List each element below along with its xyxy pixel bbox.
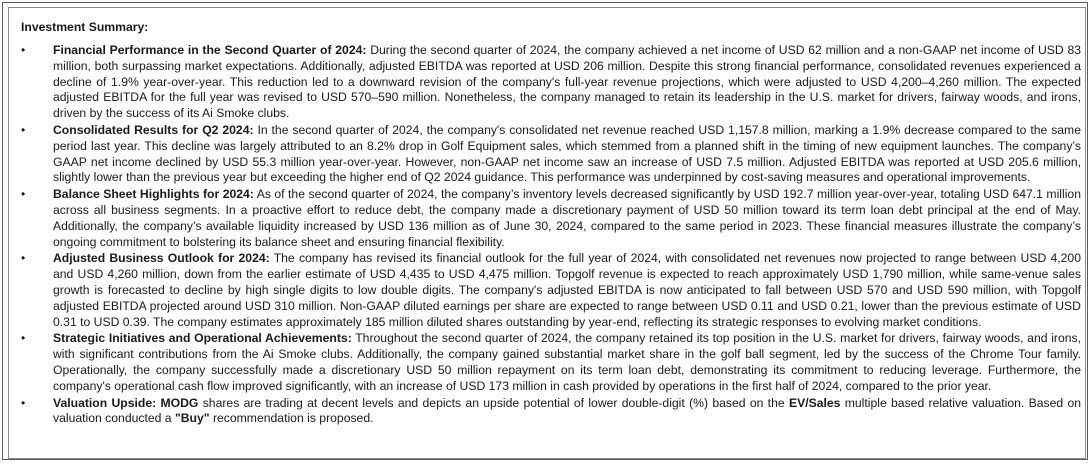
bullet-dot-icon: • xyxy=(21,251,26,266)
summary-outer-frame xyxy=(2,2,1088,460)
bullet-dot-icon: • xyxy=(21,187,26,202)
bullet-text: The company has revised its financial outlook for the full year of 2024, with consolidated net revenues now projected to range between USD 4,200 and USD 4,260 million, down from the earlier estimate of USD 4,435 to USD 4,475 million. Topgolf revenue is expected to reach approximately USD 1,790 million, while same-venue sales growth is forecasted to decline by high single digits to low double digits. The company's adjusted EBITDA is now anticipated to fall between USD 570 and USD 590 million, with Topgolf adjusted EBITDA projected around USD 310 million. Non-GAAP diluted earnings per share are expected to range between USD 0.11 and USD 0.21, lower than the previous estimate of USD 0.31 to USD 0.39. The company estimates approximately 185 million diluted shares outstanding by year-end, reflecting its strategic responses to evolving market conditions. xyxy=(53,251,1081,329)
bullet-label: Financial Performance in the Second Quarter of 2024: xyxy=(53,43,367,57)
bullet-dot-icon: • xyxy=(21,331,26,346)
bullet-label: Adjusted Business Outlook for 2024: xyxy=(53,251,270,266)
bullet-text: recommendation is proposed. xyxy=(209,411,374,426)
bullet-dot-icon: • xyxy=(21,395,26,410)
ticker-symbol: MODG xyxy=(160,395,199,410)
bullet-text: In the second quarter of 2024, the company's consolidated net revenue reached USD 1,157.8 million, marking a 1.9% decrease compared to the same period last year. This decline was largely attributed to an 8.2% drop in Golf Equipment sales, which stemmed from a planned shift in the timing of new equipment launches. The company’s GAAP net income declined by USD 55.3 million year-over-year. However, non-GAAP net income saw an increase of USD 7.5 million. Adjusted EBITDA was reported at USD 205.6 million, slightly lower than the previous year but exceeding the higher end of Q2 2024 guidance. This performance was underpinned by cost-saving measures and operational improvements. xyxy=(53,122,1081,185)
bullet-label: Strategic Initiatives and Operational Achievements: xyxy=(53,331,352,346)
recommendation-badge: "Buy" xyxy=(174,411,210,426)
bullet-list xyxy=(9,43,1086,427)
bullet-valuation-upside xyxy=(9,396,1086,428)
section-title: Investment Summary: xyxy=(21,20,149,34)
bullet-label: Valuation Upside: xyxy=(53,395,157,410)
bullet-text: Throughout the second quarter of 2024, the company retained its top position in the U.S. market for drivers, fairway woods, and irons, with significant contributions from the Ai Smoke clubs. Additionally, the company gained substantial market share in the golf ball segment, led by the success of the Chrome Tour family. Operationally, the company successfully made a discretionary USD 50 million repayment on its term loan debt, demonstrating its commitment to reducing leverage. Furthermore, the company's operational cash flow improved significantly, with an increase of USD 173 million in cash provided by operations in the first half of 2024, compared to the prior year. xyxy=(53,331,1081,393)
bullet-dot-icon: • xyxy=(21,43,26,57)
bullet-label: Balance Sheet Highlights for 2024: xyxy=(53,187,254,202)
bullet-text: During the second quarter of 2024, the company achieved a net income of USD 62 million and a non-GAAP net income of USD 83 million, both surpassing market expectations. Additionally, adjusted EBITDA was reported at USD 206 million. Despite this strong financial performance, consolidated revenues experienced a decline of 1.9% year-over-year. This reduction led to a downward revision of the company's full-year revenue projections, which were adjusted to USD 4,200–4,260 million. The expected adjusted EBITDA for the full year was revised to USD 570–590 million. Nonetheless, the company managed to retain its leadership in the U.S. market for drivers, fairway woods, and irons, driven by the success of its Ai Smoke clubs. xyxy=(53,43,1081,121)
bullet-business-outlook xyxy=(9,251,1086,330)
bullet-text: shares are trading at decent levels and depicts an upside potential of lower double-digit (%) based on the xyxy=(198,395,789,410)
bullet-text: multiple based relative valuation. Based on valuation conducted a xyxy=(53,395,1082,426)
valuation-metric: EV/Sales xyxy=(788,395,841,410)
bullet-label: Consolidated Results for Q2 2024: xyxy=(53,122,254,137)
bullet-consolidated-results xyxy=(9,123,1086,186)
bullet-financial-performance xyxy=(9,43,1086,122)
bullet-balance-sheet xyxy=(9,187,1086,250)
summary-inner-frame xyxy=(8,7,1086,459)
bullet-dot-icon: • xyxy=(21,122,26,137)
bullet-text: As of the second quarter of 2024, the company’s inventory levels decreased significantly by USD 192.7 million year-over-year, totaling USD 647.1 million across all business segments. In a proactive effort to reduce debt, the company made a discretionary payment of USD 50 million toward its term loan debt principal at the end of May. Additionally, the company’s available liquidity increased by USD 136 million as of June 30, 2024, compared to the same period in 2023. These financial measures illustrate the company’s ongoing commitment to bolstering its balance sheet and ensuring financial flexibility. xyxy=(53,187,1081,249)
bullet-strategic-initiatives xyxy=(9,331,1086,394)
